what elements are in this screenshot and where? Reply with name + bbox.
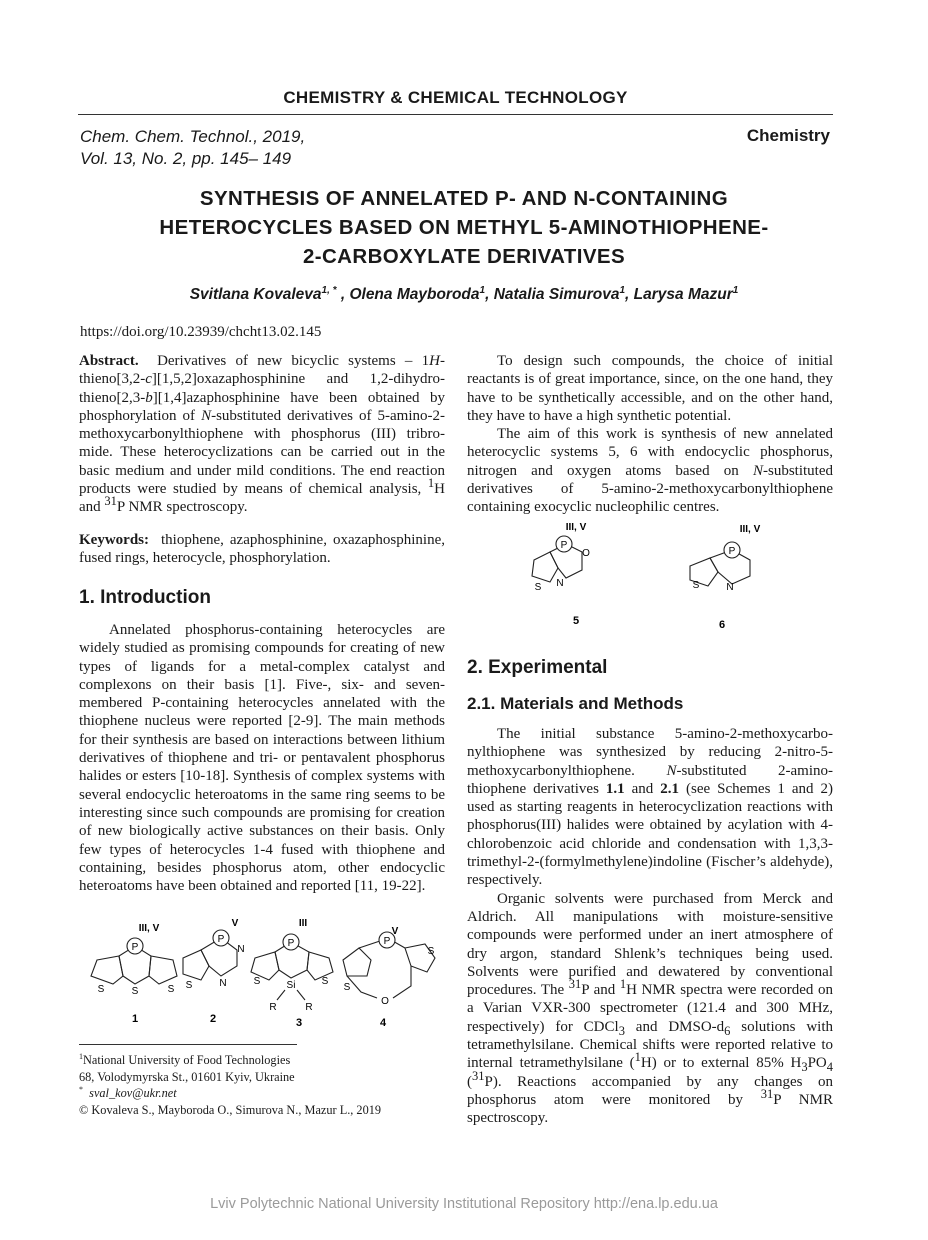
copyright: © Kovaleva S., Mayboroda O., Simurova N., Mazur L., 2019 [79, 1102, 382, 1117]
abstract-label: Abstract. [79, 353, 139, 369]
atom-s: S [185, 980, 193, 991]
repository-footer: Lviv Polytechnic National University Institutional Repository http://ena.lp.edu.ua [210, 1196, 718, 1212]
keywords-text: thiophene, azaphosphinine, oxazaphosphinine, fused rings, heterocycle, phosphorylation. [79, 532, 445, 567]
atom-p: P [383, 936, 391, 947]
atom-s: S [343, 982, 351, 993]
right-intro-paragraph-2: The aim of this work is synthesis of new annelated heterocyclic systems 5, 6 with endocyclic phosphorus, nitrogen and oxygen atoms based on N-substituted derivatives of 5-amino-2-methoxycarbonylthiophene containing exocyclic nucleophilic centres. [467, 426, 833, 516]
title-line-1: SYNTHESIS OF ANNELATED P- AND N-CONTAINING [199, 187, 729, 210]
atom-s: S [692, 580, 700, 591]
atom-r: R [305, 1002, 313, 1013]
citation-line-2: Vol. 13, No. 2, pp. 145– 149 [80, 149, 292, 168]
footnote-divider [79, 1044, 297, 1045]
atom-si: Si [286, 980, 296, 991]
atom-s: S [253, 976, 261, 987]
author-name: Svitlana Kovaleva [189, 286, 322, 303]
valence-label: III, V [565, 522, 587, 533]
email-link[interactable]: sval_kov@ukr.net [89, 1086, 177, 1100]
valence-label: V [391, 926, 399, 937]
atom-s: S [97, 984, 105, 995]
author-name: Larysa Mazur [633, 286, 733, 303]
right-intro [467, 352, 833, 517]
atom-p: P [560, 540, 568, 551]
compound-number: 2 [209, 1013, 217, 1025]
atom-s: S [131, 986, 139, 997]
citation-line-1: Chem. Chem. Technol., 2019, [80, 127, 306, 146]
atom-n: N [556, 578, 564, 589]
introduction-body [79, 621, 445, 895]
compound-number: 1 [131, 1013, 139, 1025]
atom-o: O [582, 548, 590, 559]
methods-subheading: 2.1. Materials and Methods [467, 694, 684, 713]
atom-p: P [728, 546, 736, 557]
methods-paragraph-2: Organic solvents were purchased from Merck and Aldrich. All manipulations with moisture-sensitive compounds were performed under an inert atmosphere of dry argon, standard Shlenk’s techniques being used. Solvents were purified and dewatered by conventional procedures. The $^{31}$P and $^1$H NMR spectra were recorded on a Varian VXR-300 spectrometer (121.4 and 300 MHz, respectively) for CDCl$_3$ and DMSO-$d_6$ solutions with tetramethylsilane. Chemical shifts were reported relative to internal tetramethylsilane ($^1$H) or to external 85% $H_3PO_4$ ($^{31}$P). Reactions accompanied by any changes on phosphorus atom were monitored by $^{31}$P NMR spectroscopy. [467, 890, 833, 1127]
figure-compounds-1-4 [79, 914, 449, 1034]
section-tag: Chemistry [746, 126, 830, 145]
compound-number: 5 [572, 615, 580, 627]
article-title [78, 184, 850, 271]
methods-paragraph-1: The initial substance 5-amino-2-methoxycarbo-nylthiophene was synthesized by reducing 2-nitro-5-methoxycarbonylthiophene. N-substituted 2-amino-thiophene derivatives 1.1 and 2.1 (see Schemes 1 and 2) used as starting reagents in heterocyclization reactions with phosphorus(III) halides were obtained by acylation with 4-chlorobenzoic acid chloride and condensation with 1,3,3-trimethyl-2-(formylmethylene)indoline (Fischer’s aldehyde), respectively. [467, 726, 833, 889]
figure-compounds-5-6 [520, 514, 780, 634]
atom-p: P [217, 934, 225, 945]
citation [80, 126, 305, 170]
author-name: Olena Mayboroda [349, 286, 480, 303]
atom-r: R [269, 1002, 277, 1013]
atom-s: S [427, 946, 435, 957]
atom-p: P [131, 942, 139, 953]
experimental-heading: 2. Experimental [467, 657, 608, 678]
introduction-paragraph: Annelated phosphorus-containing heterocycles are widely studied as promising compounds for creating of new types of ligands for a metal-complex catalyst and complexons on their basis [1]. Five-, six- and seven-membered P-containing heterocycles annelated with the thiophene nucleus were reported [2-9]. The main methods for their synthesis are based on interactions between lithium derivatives of thiophene and tri- or pentavalent phosphorus halides or esters [10-18]. Synthesis of complex systems with several endocyclic heteroatoms in the same ring seems to be interesting since such compounds are promising for creation of new biologically active substances on their basis. Only few types of heterocycles 1-4 fused with thiophene and containing, besides phosphorus atom, other endocyclic heteroatoms have been obtained and reported [11, 19-22]. [79, 622, 445, 895]
author-list: Svitlana Kovaleva$^{1, *}$ , Olena Mayboroda$^1$, Natalia Simurova$^1$, Larysa Mazur$^1$ [189, 284, 739, 303]
title-line-2: HETEROCYCLES BASED ON METHYL 5-AMINOTHIOPHENE- [159, 216, 769, 239]
keywords-label: Keywords: [79, 532, 149, 548]
valence-label: V [231, 918, 239, 929]
atom-s: S [534, 582, 542, 593]
atom-o: O [381, 996, 389, 1007]
valence-label: III, V [138, 923, 160, 934]
valence-label: III [298, 918, 308, 929]
author-mark: 1 [732, 284, 739, 296]
author-mark: 1 [479, 284, 486, 296]
atom-n: N [219, 978, 227, 989]
methods-body [467, 725, 833, 1128]
compound-number: 3 [295, 1017, 303, 1029]
atom-n: N [726, 582, 734, 593]
valence-label: III, V [739, 524, 761, 535]
methods-paragraph-2-text: Organic solvents were purchased from Merck and Aldrich. All manipulations with moisture-sensitive compounds were performed under an inert atmosphere of dry argon, standard Shlenk’s techniques being used. Solvents were purified and dewatered by conventional procedures. [467, 890, 833, 999]
journal-title: CHEMISTRY & CHEMICAL TECHNOLOGY [283, 88, 628, 107]
compound-5-structure [532, 536, 582, 582]
doi-link[interactable]: https://doi.org/10.23939/chcht13.02.145 [80, 324, 322, 340]
introduction-heading: 1. Introduction [79, 587, 211, 608]
keywords [79, 531, 445, 568]
compound-2-structure [183, 930, 237, 980]
address: 68, Volodymyrska St., 01601 Kyiv, Ukraine [79, 1069, 295, 1084]
author-name: Natalia Simurova [493, 286, 620, 303]
header-divider [78, 114, 833, 115]
compound-number: 6 [718, 619, 726, 631]
atom-n: N [237, 944, 245, 955]
right-intro-paragraph-1: To design such compounds, the choice of initial reactants is of great importance, since, on the one hand, they have to be synthetically accessible, and on the other hand, they have to have a high synthetic potential. [467, 353, 833, 424]
abstract [79, 352, 445, 517]
atom-s: S [167, 984, 175, 995]
title-line-3: 2-CARBOXYLATE DERIVATIVES [302, 245, 626, 268]
abstract-text: Abstract. Derivatives of new bicyclic systems – 1H-thieno[3,2-c][1,5,2]oxazaphosphinine and 1,2-dihydro-thieno[2,3-b][1,4]azaphosphinine have been obtained by phosphorylation of N-substituted derivatives of 5-amino-2-methoxycarbonylthiophene with phosphorus (III) tribro-mide. These heterocyclizations can be carried out in the basic medium and under mild conditions. The end reaction products were studied by means of chemical analysis, $^1$H and $^{31}$P NMR spectroscopy. [79, 353, 445, 516]
author-mark: 1 [619, 284, 626, 296]
author-mark: 1, * [321, 284, 337, 296]
compound-number: 4 [379, 1017, 387, 1029]
affiliation: National University of Food Technologies [83, 1053, 291, 1067]
atom-s: S [321, 976, 329, 987]
footnotes: $^1$National University of Food Technologies 68, Volodymyrska St., 01601 Kyiv, Ukraine * sval_kov@ukr.net © Kovaleva S., Mayboroda O., Simurova N., Mazur L., 2019 [79, 1051, 382, 1117]
atom-p: P [287, 938, 295, 949]
